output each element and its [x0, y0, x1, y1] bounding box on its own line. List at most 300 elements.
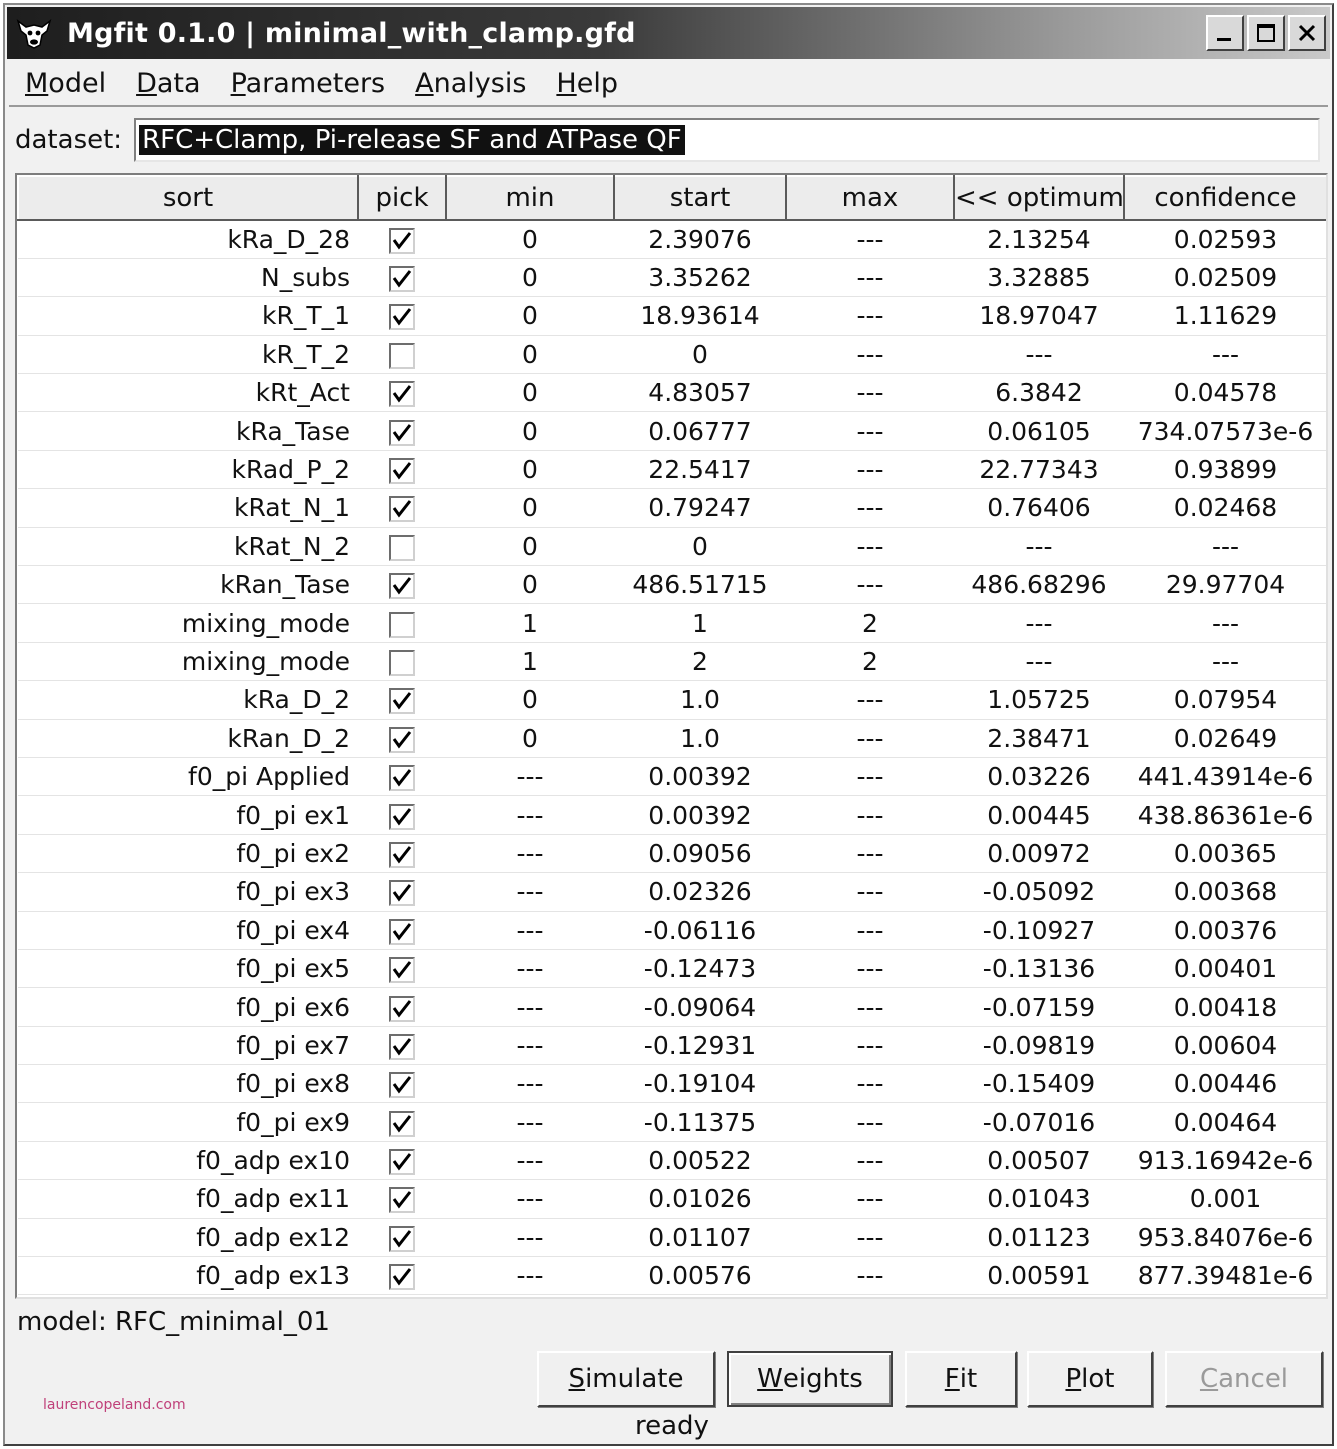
pick-cell[interactable]: [358, 527, 446, 565]
optimum-cell[interactable]: 18.97047: [954, 297, 1124, 335]
optimum-cell[interactable]: -0.09819: [954, 1026, 1124, 1064]
start-cell[interactable]: 0: [614, 335, 786, 373]
confidence-cell[interactable]: ---: [1124, 335, 1327, 373]
table-row[interactable]: [18, 796, 1327, 834]
max-cell[interactable]: ---: [786, 1141, 954, 1179]
min-cell[interactable]: ---: [446, 834, 614, 872]
close-icon: [1296, 22, 1318, 44]
param-name-cell: f0_adp ex10: [18, 1141, 358, 1179]
param-name-cell: f0_pi ex8: [18, 1065, 358, 1103]
start-cell[interactable]: 1.0: [614, 719, 786, 757]
start-cell[interactable]: 0.00392: [614, 757, 786, 795]
table-header-row: [18, 176, 1327, 220]
pick-checkbox[interactable]: [389, 1111, 415, 1137]
table-row[interactable]: [18, 1257, 1327, 1295]
table-row[interactable]: [18, 1065, 1327, 1103]
checkmark-icon: [391, 767, 413, 789]
param-name-cell: f0_pi ex9: [18, 1103, 358, 1141]
optimum-cell[interactable]: ---: [954, 642, 1124, 680]
optimum-cell[interactable]: ---: [954, 604, 1124, 642]
table-row[interactable]: [18, 1180, 1327, 1218]
max-cell[interactable]: ---: [786, 911, 954, 949]
max-cell[interactable]: ---: [786, 1257, 954, 1295]
pick-checkbox[interactable]: [389, 535, 415, 561]
checkmark-icon: [391, 729, 413, 751]
parameter-table[interactable]: [15, 173, 1328, 1299]
dataset-label: dataset:: [15, 125, 123, 155]
confidence-cell[interactable]: 1.11629: [1124, 297, 1327, 335]
max-cell[interactable]: ---: [786, 1103, 954, 1141]
table-row[interactable]: [18, 412, 1327, 450]
pick-checkbox[interactable]: [389, 727, 415, 753]
pick-cell[interactable]: [358, 412, 446, 450]
pick-cell[interactable]: [358, 988, 446, 1026]
dataset-field[interactable]: [134, 118, 1320, 162]
confidence-cell[interactable]: 913.16942e-6: [1124, 1141, 1327, 1179]
column-header-confidence[interactable]: confidence: [1124, 176, 1327, 220]
max-cell[interactable]: ---: [786, 757, 954, 795]
confidence-cell[interactable]: 0.02593: [1124, 220, 1327, 258]
max-cell[interactable]: ---: [786, 1065, 954, 1103]
param-name-cell: kRan_D_2: [18, 719, 358, 757]
pick-cell[interactable]: [358, 757, 446, 795]
start-cell[interactable]: 0.00576: [614, 1257, 786, 1295]
pick-cell[interactable]: [358, 335, 446, 373]
pick-cell[interactable]: [358, 1257, 446, 1295]
table-row[interactable]: [18, 604, 1327, 642]
pick-cell[interactable]: [358, 642, 446, 680]
optimum-cell[interactable]: -0.13136: [954, 949, 1124, 987]
pick-checkbox[interactable]: [389, 880, 415, 906]
optimum-cell[interactable]: 0.00591: [954, 1257, 1124, 1295]
pick-checkbox[interactable]: [389, 304, 415, 330]
optimum-cell[interactable]: -0.07159: [954, 988, 1124, 1026]
param-name-cell: mixing_mode: [18, 604, 358, 642]
confidence-cell[interactable]: 953.84076e-6: [1124, 1218, 1327, 1256]
confidence-cell[interactable]: 0.07954: [1124, 681, 1327, 719]
confidence-cell[interactable]: 0.93899: [1124, 450, 1327, 488]
optimum-cell[interactable]: -0.10927: [954, 911, 1124, 949]
confidence-cell[interactable]: 0.00401: [1124, 949, 1327, 987]
max-cell[interactable]: ---: [786, 450, 954, 488]
confidence-cell[interactable]: 0.00604: [1124, 1026, 1327, 1064]
min-cell[interactable]: 0: [446, 412, 614, 450]
start-cell[interactable]: 1: [614, 604, 786, 642]
pick-cell[interactable]: [358, 604, 446, 642]
optimum-cell[interactable]: 6.3842: [954, 374, 1124, 412]
start-cell[interactable]: 3.35262: [614, 258, 786, 296]
column-header-pick[interactable]: pick: [358, 176, 446, 220]
confidence-cell[interactable]: 0.04578: [1124, 374, 1327, 412]
table-row[interactable]: [18, 757, 1327, 795]
start-cell[interactable]: 0.02326: [614, 873, 786, 911]
max-cell[interactable]: ---: [786, 681, 954, 719]
max-cell[interactable]: ---: [786, 297, 954, 335]
confidence-cell[interactable]: 734.07573e-6: [1124, 412, 1327, 450]
start-cell[interactable]: -0.12473: [614, 949, 786, 987]
pick-checkbox[interactable]: [389, 1264, 415, 1290]
checkmark-icon: [391, 690, 413, 712]
param-name-cell: f0_pi ex2: [18, 834, 358, 872]
table-row[interactable]: [18, 1218, 1327, 1256]
min-cell[interactable]: ---: [446, 1065, 614, 1103]
pick-cell[interactable]: [358, 489, 446, 527]
start-cell[interactable]: 0.09056: [614, 834, 786, 872]
confidence-cell[interactable]: 0.001: [1124, 1180, 1327, 1218]
max-cell[interactable]: ---: [786, 1218, 954, 1256]
confidence-cell[interactable]: 0.00446: [1124, 1065, 1327, 1103]
start-cell[interactable]: 0: [614, 527, 786, 565]
confidence-cell[interactable]: 441.43914e-6: [1124, 757, 1327, 795]
min-cell[interactable]: 0: [446, 527, 614, 565]
min-cell[interactable]: ---: [446, 988, 614, 1026]
max-cell[interactable]: ---: [786, 527, 954, 565]
weights-button[interactable]: W eights: [727, 1351, 893, 1407]
min-cell[interactable]: ---: [446, 1026, 614, 1064]
table-row[interactable]: [18, 489, 1327, 527]
min-cell[interactable]: 0: [446, 489, 614, 527]
pick-checkbox[interactable]: [389, 957, 415, 983]
column-header-optimum[interactable]: << optimum: [954, 176, 1124, 220]
min-cell[interactable]: ---: [446, 949, 614, 987]
pick-checkbox[interactable]: [389, 842, 415, 868]
min-cell[interactable]: 0: [446, 374, 614, 412]
window-controls: [1206, 15, 1326, 51]
optimum-cell[interactable]: 22.77343: [954, 450, 1124, 488]
pick-checkbox[interactable]: [389, 381, 415, 407]
pick-checkbox[interactable]: [389, 688, 415, 714]
confidence-cell[interactable]: 0.02468: [1124, 489, 1327, 527]
optimum-cell[interactable]: 0.00972: [954, 834, 1124, 872]
start-cell[interactable]: -0.09064: [614, 988, 786, 1026]
optimum-cell[interactable]: 1.05725: [954, 681, 1124, 719]
min-cell[interactable]: 0: [446, 681, 614, 719]
pick-cell[interactable]: [358, 1065, 446, 1103]
pick-cell[interactable]: [358, 450, 446, 488]
table-row[interactable]: [18, 450, 1327, 488]
start-cell[interactable]: -0.11375: [614, 1103, 786, 1141]
param-name-cell: f0_adp ex12: [18, 1218, 358, 1256]
fit-button[interactable]: F it: [905, 1351, 1017, 1407]
table-row[interactable]: [18, 527, 1327, 565]
plot-button[interactable]: P lot: [1027, 1351, 1153, 1407]
confidence-cell[interactable]: 877.39481e-6: [1124, 1257, 1327, 1295]
min-cell[interactable]: 0: [446, 297, 614, 335]
maximize-button[interactable]: [1247, 15, 1285, 51]
optimum-cell[interactable]: 2.38471: [954, 719, 1124, 757]
column-header-max[interactable]: max: [786, 176, 954, 220]
max-cell[interactable]: ---: [786, 335, 954, 373]
confidence-cell[interactable]: 0.00418: [1124, 988, 1327, 1026]
checkmark-icon: [391, 230, 413, 252]
dataset-value: RFC+Clamp, Pi-release SF and ATPase QF: [139, 125, 685, 155]
pick-checkbox[interactable]: [389, 458, 415, 484]
optimum-cell[interactable]: -0.15409: [954, 1065, 1124, 1103]
checkmark-icon: [391, 1266, 413, 1288]
dataset-row: [15, 117, 1320, 163]
optimum-cell[interactable]: 0.01043: [954, 1180, 1124, 1218]
pick-checkbox[interactable]: [389, 1226, 415, 1252]
checkmark-icon: [391, 1113, 413, 1135]
pick-cell[interactable]: [358, 681, 446, 719]
start-cell[interactable]: 18.93614: [614, 297, 786, 335]
pick-cell[interactable]: [358, 911, 446, 949]
pick-checkbox[interactable]: [389, 343, 415, 369]
optimum-cell[interactable]: 3.32885: [954, 258, 1124, 296]
pick-checkbox[interactable]: [389, 1072, 415, 1098]
param-name-cell: f0_adp ex13: [18, 1257, 358, 1295]
start-cell[interactable]: 0.01107: [614, 1218, 786, 1256]
menu-data[interactable]: Data: [136, 67, 201, 99]
max-cell[interactable]: ---: [786, 873, 954, 911]
table-row[interactable]: [18, 1103, 1327, 1141]
min-cell[interactable]: ---: [446, 1180, 614, 1218]
start-cell[interactable]: 1.0: [614, 681, 786, 719]
menu-parameters[interactable]: Parameters: [230, 67, 386, 99]
pick-cell[interactable]: [358, 220, 446, 258]
pick-cell[interactable]: [358, 1218, 446, 1256]
min-cell[interactable]: 0: [446, 258, 614, 296]
start-cell[interactable]: 2.39076: [614, 220, 786, 258]
confidence-cell[interactable]: 0.00368: [1124, 873, 1327, 911]
optimum-cell[interactable]: 0.76406: [954, 489, 1124, 527]
max-cell[interactable]: ---: [786, 988, 954, 1026]
min-cell[interactable]: ---: [446, 873, 614, 911]
pick-checkbox[interactable]: [389, 765, 415, 791]
app-window: [3, 3, 1334, 1446]
pick-cell[interactable]: [358, 873, 446, 911]
param-name-cell: f0_pi ex5: [18, 949, 358, 987]
confidence-cell[interactable]: 29.97704: [1124, 566, 1327, 604]
close-button[interactable]: [1288, 15, 1326, 51]
table-row[interactable]: [18, 988, 1327, 1026]
checkmark-icon: [391, 575, 413, 597]
confidence-cell[interactable]: 0.02509: [1124, 258, 1327, 296]
optimum-cell[interactable]: 486.68296: [954, 566, 1124, 604]
model-label: model: RFC_minimal_01: [17, 1307, 330, 1337]
pick-checkbox[interactable]: [389, 420, 415, 446]
max-cell[interactable]: ---: [786, 258, 954, 296]
min-cell[interactable]: ---: [446, 1103, 614, 1141]
pick-cell[interactable]: [358, 796, 446, 834]
optimum-cell[interactable]: 0.06105: [954, 412, 1124, 450]
max-cell[interactable]: ---: [786, 834, 954, 872]
param-name-cell: kRad_P_2: [18, 450, 358, 488]
table-row[interactable]: [18, 911, 1327, 949]
param-name-cell: mixing_mode: [18, 642, 358, 680]
param-name-cell: kRa_Tase: [18, 412, 358, 450]
min-cell[interactable]: 1: [446, 604, 614, 642]
start-cell[interactable]: 486.51715: [614, 566, 786, 604]
start-cell[interactable]: 0.06777: [614, 412, 786, 450]
table-row[interactable]: [18, 873, 1327, 911]
optimum-cell[interactable]: ---: [954, 335, 1124, 373]
start-cell[interactable]: 0.00522: [614, 1141, 786, 1179]
pick-checkbox[interactable]: [389, 996, 415, 1022]
menu-analysis[interactable]: Analysis: [415, 67, 527, 99]
param-name-cell: f0_pi ex4: [18, 911, 358, 949]
confidence-cell[interactable]: 0.02649: [1124, 719, 1327, 757]
minimize-button[interactable]: [1206, 15, 1244, 51]
min-cell[interactable]: 1: [446, 642, 614, 680]
start-cell[interactable]: 2: [614, 642, 786, 680]
max-cell[interactable]: ---: [786, 412, 954, 450]
min-cell[interactable]: ---: [446, 796, 614, 834]
menu-bar: [9, 61, 1328, 107]
table-row[interactable]: [18, 1026, 1327, 1064]
simulate-button[interactable]: S imulate: [537, 1351, 715, 1407]
pick-cell[interactable]: [358, 566, 446, 604]
max-cell[interactable]: 2: [786, 604, 954, 642]
pick-checkbox[interactable]: [389, 266, 415, 292]
table-row[interactable]: [18, 258, 1327, 296]
pick-checkbox[interactable]: [389, 1187, 415, 1213]
pick-checkbox[interactable]: [389, 1034, 415, 1060]
param-name-cell: f0_pi ex3: [18, 873, 358, 911]
pick-checkbox[interactable]: [389, 1149, 415, 1175]
param-name-cell: kR_T_1: [18, 297, 358, 335]
pick-checkbox[interactable]: [389, 650, 415, 676]
checkmark-icon: [391, 498, 413, 520]
confidence-cell[interactable]: 438.86361e-6: [1124, 796, 1327, 834]
max-cell[interactable]: ---: [786, 1026, 954, 1064]
optimum-cell[interactable]: -0.07016: [954, 1103, 1124, 1141]
confidence-cell[interactable]: 0.00365: [1124, 834, 1327, 872]
pick-checkbox[interactable]: [389, 612, 415, 638]
pick-cell[interactable]: [358, 1026, 446, 1064]
confidence-cell[interactable]: ---: [1124, 527, 1327, 565]
min-cell[interactable]: ---: [446, 1257, 614, 1295]
pick-cell[interactable]: [358, 719, 446, 757]
pick-cell[interactable]: [358, 374, 446, 412]
optimum-cell[interactable]: 0.01123: [954, 1218, 1124, 1256]
max-cell[interactable]: ---: [786, 796, 954, 834]
table-row[interactable]: [18, 681, 1327, 719]
table-row[interactable]: [18, 949, 1327, 987]
checkmark-icon: [391, 844, 413, 866]
checkmark-icon: [391, 306, 413, 328]
start-cell[interactable]: 0.79247: [614, 489, 786, 527]
max-cell[interactable]: 2: [786, 642, 954, 680]
column-header-sort[interactable]: sort: [18, 176, 358, 220]
max-cell[interactable]: ---: [786, 220, 954, 258]
checkmark-icon: [391, 460, 413, 482]
confidence-cell[interactable]: ---: [1124, 604, 1327, 642]
confidence-cell[interactable]: 0.00464: [1124, 1103, 1327, 1141]
param-name-cell: kRa_D_28: [18, 220, 358, 258]
min-cell[interactable]: ---: [446, 1218, 614, 1256]
start-cell[interactable]: 0.00392: [614, 796, 786, 834]
max-cell[interactable]: ---: [786, 566, 954, 604]
optimum-cell[interactable]: -0.05092: [954, 873, 1124, 911]
table-row[interactable]: [18, 297, 1327, 335]
window-title: Mgfit 0.1.0 | minimal_with_clamp.gfd: [67, 17, 636, 49]
pick-cell[interactable]: [358, 258, 446, 296]
param-name-cell: f0_pi ex6: [18, 988, 358, 1026]
start-cell[interactable]: -0.06116: [614, 911, 786, 949]
min-cell[interactable]: ---: [446, 911, 614, 949]
checkmark-icon: [391, 998, 413, 1020]
pick-checkbox[interactable]: [389, 804, 415, 830]
maximize-icon: [1255, 22, 1277, 44]
menu-model[interactable]: Model: [25, 67, 107, 99]
pick-cell[interactable]: [358, 949, 446, 987]
pick-checkbox[interactable]: [389, 919, 415, 945]
start-cell[interactable]: -0.19104: [614, 1065, 786, 1103]
table-row[interactable]: [18, 1141, 1327, 1179]
pick-cell[interactable]: [358, 834, 446, 872]
min-cell[interactable]: 0: [446, 335, 614, 373]
cancel-button[interactable]: C ancel: [1165, 1351, 1323, 1407]
table-row[interactable]: [18, 642, 1327, 680]
min-cell[interactable]: ---: [446, 757, 614, 795]
title-bar[interactable]: [7, 7, 1330, 59]
app-icon[interactable]: [13, 12, 55, 54]
table-row[interactable]: [18, 719, 1327, 757]
param-name-cell: kRt_Act: [18, 374, 358, 412]
start-cell[interactable]: 0.01026: [614, 1180, 786, 1218]
min-cell[interactable]: 0: [446, 566, 614, 604]
pick-checkbox[interactable]: [389, 573, 415, 599]
pick-cell[interactable]: [358, 1180, 446, 1218]
watermark: laurencopeland.com: [43, 1397, 186, 1413]
min-cell[interactable]: 0: [446, 450, 614, 488]
confidence-cell[interactable]: 0.00376: [1124, 911, 1327, 949]
start-cell[interactable]: 22.5417: [614, 450, 786, 488]
param-name-cell: N_subs: [18, 258, 358, 296]
pick-cell[interactable]: [358, 1103, 446, 1141]
checkmark-icon: [391, 1228, 413, 1250]
checkmark-icon: [391, 268, 413, 290]
start-cell[interactable]: -0.12931: [614, 1026, 786, 1064]
optimum-cell[interactable]: 0.03226: [954, 757, 1124, 795]
max-cell[interactable]: ---: [786, 374, 954, 412]
checkmark-icon: [391, 959, 413, 981]
pick-checkbox[interactable]: [389, 228, 415, 254]
param-name-cell: f0_pi Applied: [18, 757, 358, 795]
table-row[interactable]: [18, 374, 1327, 412]
checkmark-icon: [391, 383, 413, 405]
max-cell[interactable]: ---: [786, 1180, 954, 1218]
optimum-cell[interactable]: 2.13254: [954, 220, 1124, 258]
pick-cell[interactable]: [358, 1141, 446, 1179]
pick-checkbox[interactable]: [389, 496, 415, 522]
column-header-min[interactable]: min: [446, 176, 614, 220]
table-row[interactable]: [18, 220, 1327, 258]
optimum-cell[interactable]: 0.00445: [954, 796, 1124, 834]
confidence-cell[interactable]: ---: [1124, 642, 1327, 680]
column-header-start[interactable]: start: [614, 176, 786, 220]
max-cell[interactable]: ---: [786, 489, 954, 527]
min-cell[interactable]: 0: [446, 220, 614, 258]
checkmark-icon: [391, 806, 413, 828]
optimum-cell[interactable]: 0.00507: [954, 1141, 1124, 1179]
optimum-cell[interactable]: ---: [954, 527, 1124, 565]
param-name-cell: kRa_D_2: [18, 681, 358, 719]
min-cell[interactable]: 0: [446, 719, 614, 757]
min-cell[interactable]: ---: [446, 1141, 614, 1179]
max-cell[interactable]: ---: [786, 949, 954, 987]
start-cell[interactable]: 4.83057: [614, 374, 786, 412]
table-row[interactable]: [18, 566, 1327, 604]
table-row[interactable]: [18, 335, 1327, 373]
param-name-cell: kR_T_2: [18, 335, 358, 373]
pick-cell[interactable]: [358, 297, 446, 335]
max-cell[interactable]: ---: [786, 719, 954, 757]
param-name-cell: f0_adp ex11: [18, 1180, 358, 1218]
menu-help[interactable]: Help: [556, 67, 618, 99]
table-row[interactable]: [18, 834, 1327, 872]
